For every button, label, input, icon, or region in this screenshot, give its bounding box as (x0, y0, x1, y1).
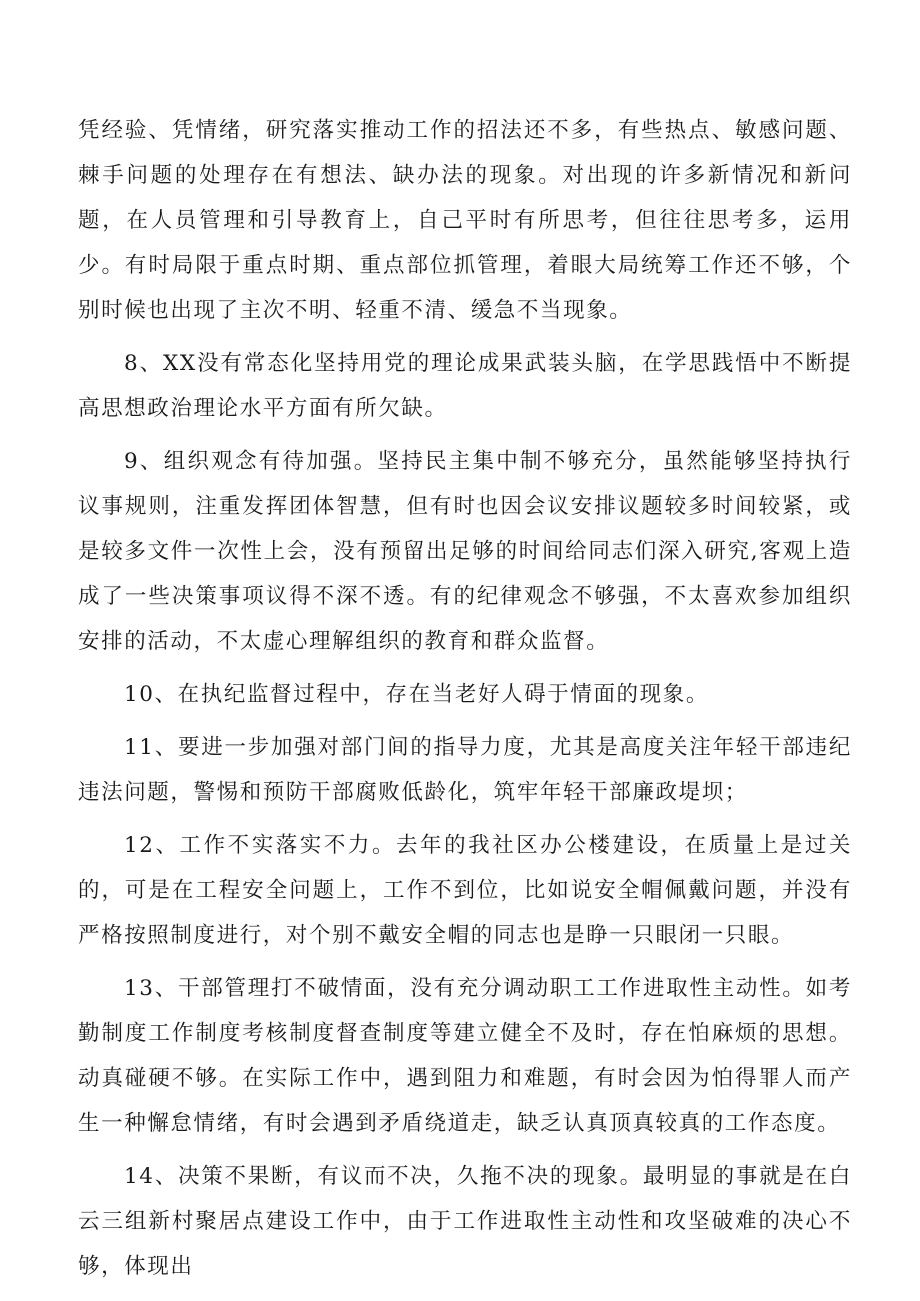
paragraph-item-14: 14、决策不果断，有议而不决，久拖不决的现象。最明显的事就是在白云三组新村聚居点建设工作中，由于工作进取性主动性和攻坚破难的决心不够，体现出 (78, 1164, 852, 1279)
paragraph-item-9: 9、组织观念有待加强。坚持民主集中制不够充分，虽然能够坚持执行议事规则，注重发挥团体智慧，但有时也因会议安排议题较多时间较紧，或是较多文件一次性上会，没有预留出足够的时间给同志们深入研究,客观上造成了一些决策事项议得不深不透。有的纪律观念不够强，不太喜欢参加组织安排的活动，不太虚心理解组织的教育和群众监督。 (78, 449, 852, 654)
paragraph-item-10: 10、在执纪监督过程中，存在当老好人碍于情面的现象。 (124, 682, 709, 707)
paragraph-item-13: 13、干部管理打不破情面，没有充分调动职工工作进取性主动性。如考勤制度工作制度考核制度督查制度等建立健全不及时，存在怕麻烦的思想。动真碰硬不够。在实际工作中，遇到阻力和难题，有时会因为怕得罪人而产生一种懈怠情绪，有时会遇到矛盾绕道走，缺乏认真顶真较真的工作态度。 (78, 976, 852, 1136)
document-body (78, 108, 852, 1297)
paragraph-item-8: 8、XX没有常态化坚持用党的理论成果武装头脑，在学思践悟中不断提高思想政治理论水平方面有所欠缺。 (78, 351, 852, 421)
paragraph-continuation: 凭经验、凭情绪，研究落实推动工作的招法还不多，有些热点、敏感问题、棘手问题的处理存在有想法、缺办法的现象。对出现的许多新情况和新问题，在人员管理和引导教育上，自己平时有所思考，但往往思考多，运用少。有时局限于重点时期、重点部位抓管理，着眼大局统筹工作还不够，个别时候也出现了主次不明、轻重不清、缓急不当现象。 (78, 118, 852, 323)
paragraph-item-12: 12、工作不实落实不力。去年的我社区办公楼建设，在质量上是过关的，可是在工程安全问题上，工作不到位，比如说安全帽佩戴问题，并没有严格按照制度进行，对个别不戴安全帽的同志也是睁一只眼闭一只眼。 (78, 833, 852, 948)
paragraph-item-11: 11、要进一步加强对部门间的指导力度，尤其是高度关注年轻干部违纪违法问题，警惕和预防干部腐败低龄化，筑牢年轻干部廉政堤坝； (78, 735, 852, 805)
